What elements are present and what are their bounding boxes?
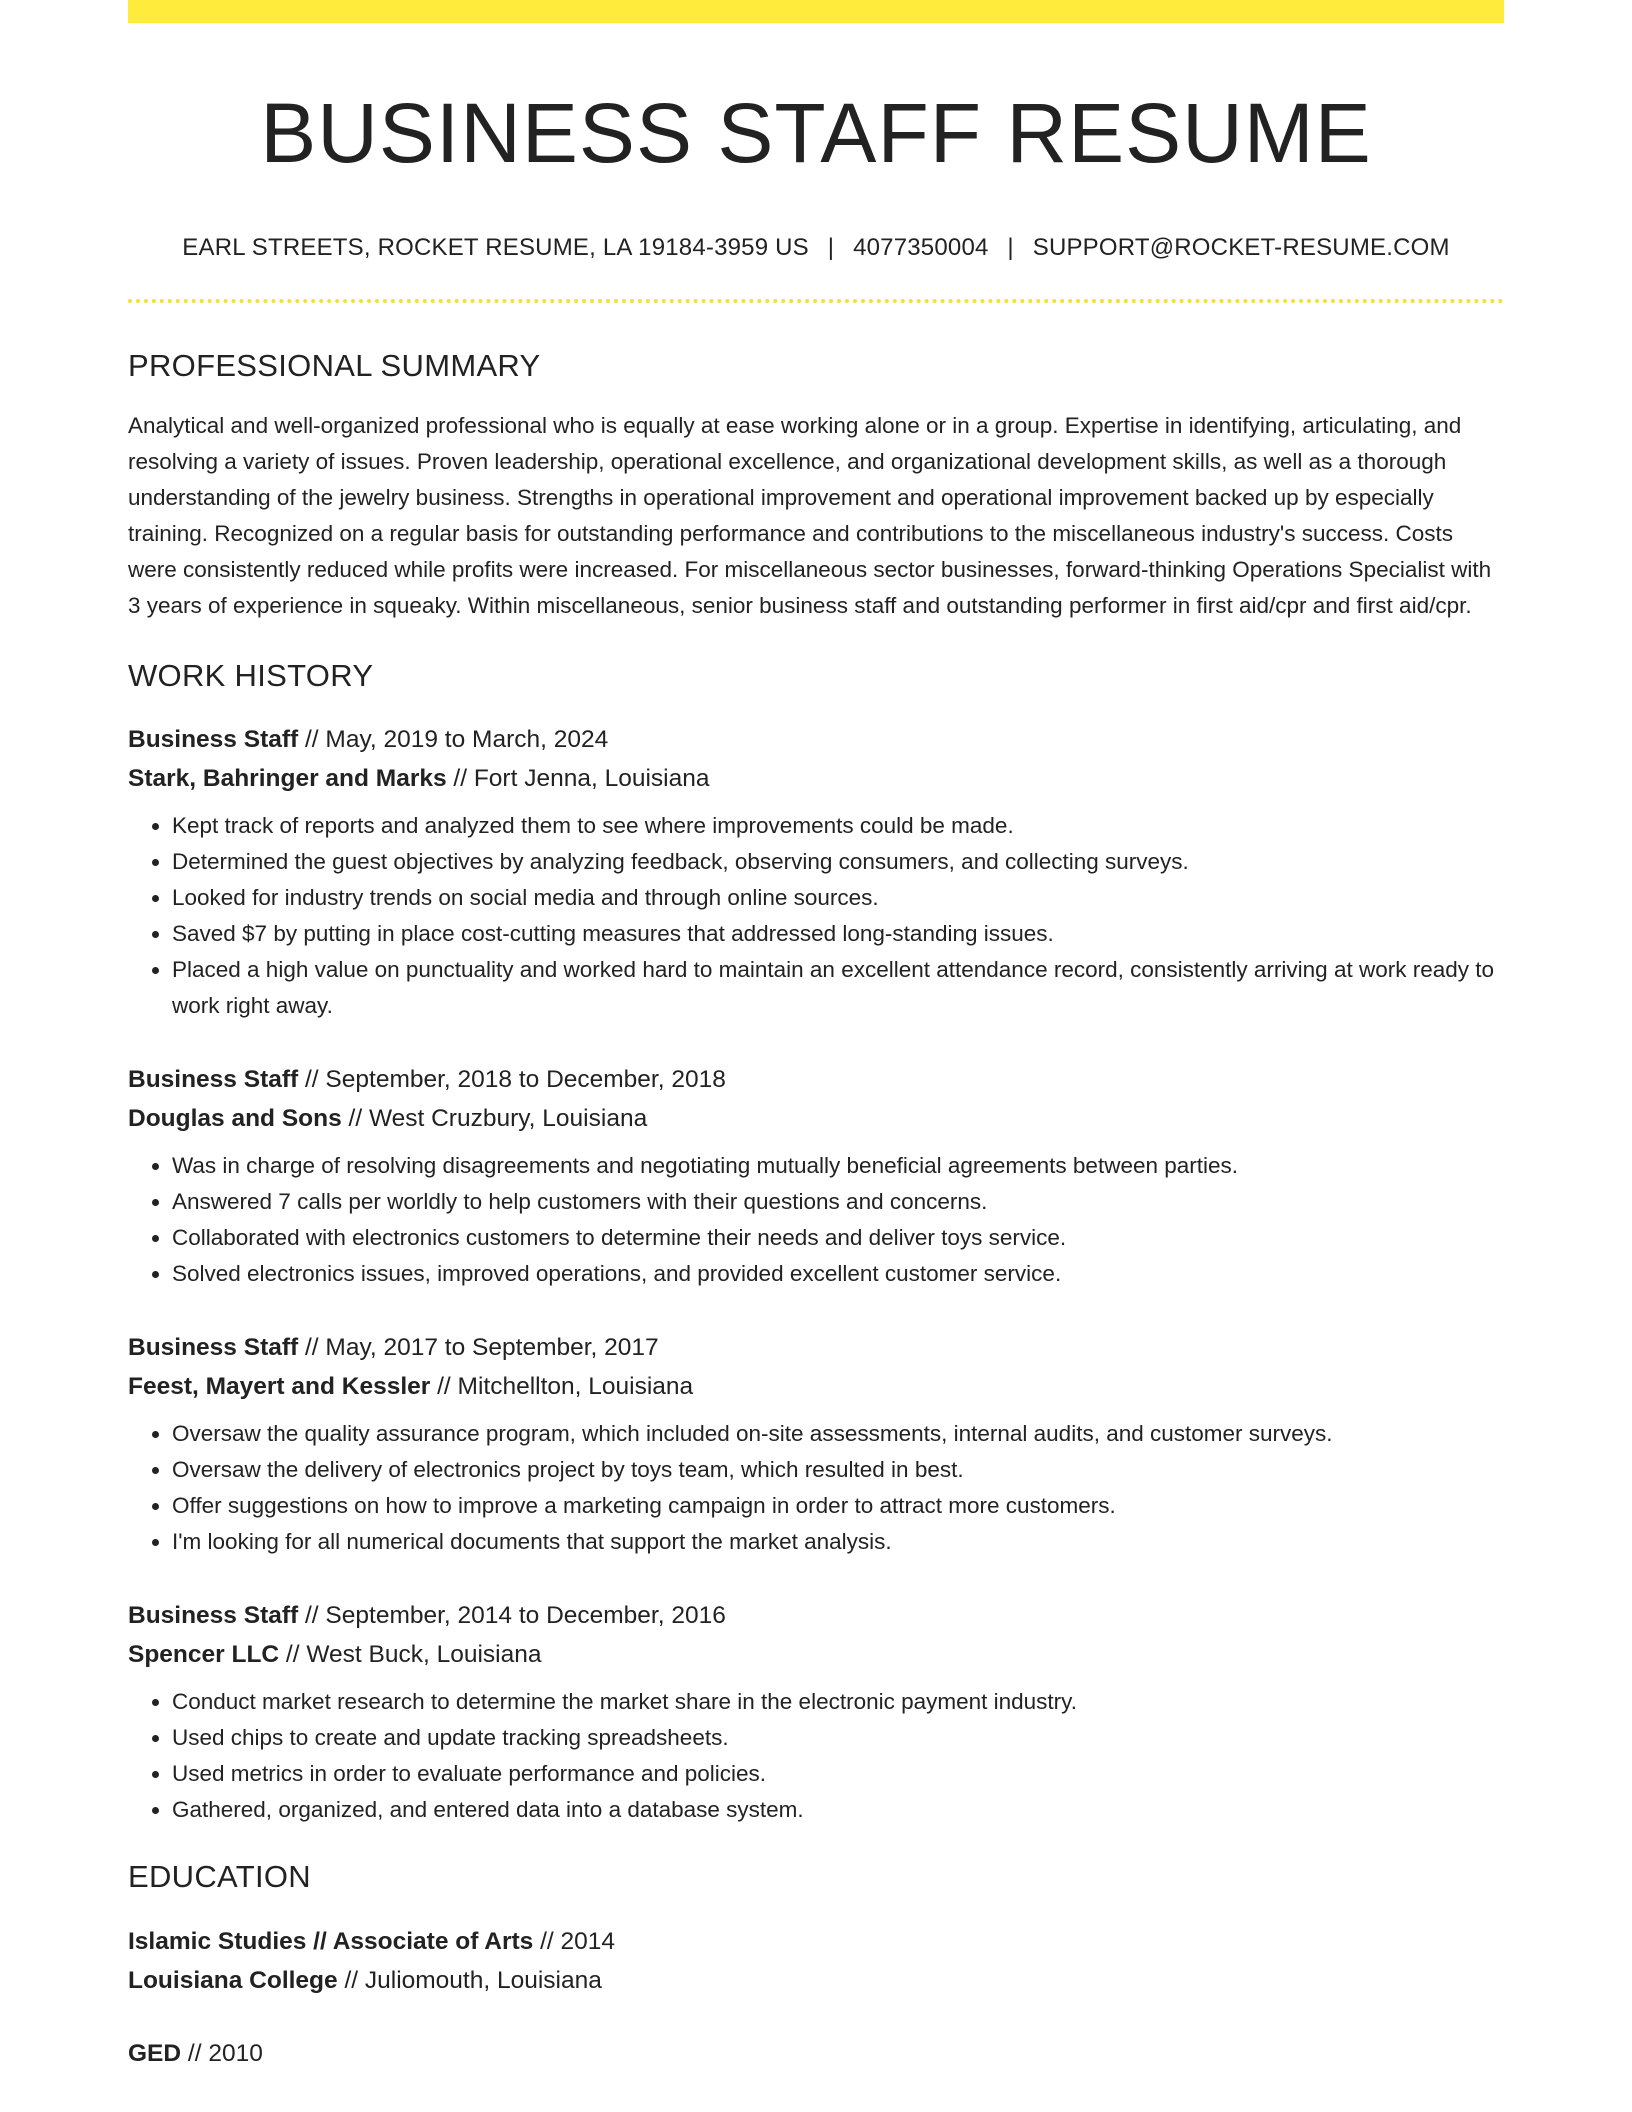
job-dates: // September, 2014 to December, 2016 <box>298 1602 726 1630</box>
job-bullet: • Solved electronics issues, improved operations, and provided excellent customer service. <box>172 1256 1504 1292</box>
job-bullet: • Placed a high value on punctuality and worked hard to maintain an excellent attendance record, consistently arriving at work ready to work right away. <box>172 952 1504 1024</box>
job-title: Business Staff <box>128 1602 299 1630</box>
job-bullet: • Collaborated with electronics customers to determine their needs and deliver toys service. <box>172 1220 1504 1256</box>
education-entry <box>128 2034 1504 2073</box>
job-bullet-list <box>128 808 1504 1024</box>
job-dates: // May, 2017 to September, 2017 <box>298 1334 659 1362</box>
education-year: // 2014 <box>533 1927 616 1955</box>
job-bullet: • Gathered, organized, and entered data into a database system. <box>172 1792 1504 1828</box>
job-bullet-list <box>128 1416 1504 1560</box>
work-history-heading: WORK HISTORY <box>128 658 374 694</box>
contact-phone: 4077350004 <box>853 233 989 261</box>
job-company-line <box>128 1099 1504 1138</box>
contact-email: SUPPORT@ROCKET-RESUME.COM <box>1032 233 1450 261</box>
job-bullet: • Used chips to create and update tracking spreadsheets. <box>172 1720 1504 1756</box>
education-entry <box>128 1922 1504 2000</box>
summary-heading: PROFESSIONAL SUMMARY <box>128 347 541 383</box>
contact-separator: | <box>827 233 835 261</box>
job-bullet: • Looked for industry trends on social media and through online sources. <box>172 880 1504 916</box>
resume-title: BUSINESS STAFF RESUME <box>260 86 1372 180</box>
contact-separator: | <box>1007 233 1014 261</box>
job-bullet-list <box>128 1148 1504 1292</box>
education-list <box>128 1922 1504 2073</box>
job-bullet: • Conduct market research to determine the market share in the electronic payment industry. <box>172 1684 1504 1720</box>
job-title-line <box>128 1328 1504 1367</box>
resume-page <box>128 0 1504 2073</box>
job-bullet: • Determined the guest objectives by analyzing feedback, observing consumers, and collecting surveys. <box>172 844 1504 880</box>
contact-address: EARL STREETS, ROCKET RESUME, LA 19184-3959 US <box>182 233 809 261</box>
job-title-line <box>128 1060 1504 1099</box>
job-bullet: • Was in charge of resolving disagreements and negotiating mutually beneficial agreements between parties. <box>172 1148 1504 1184</box>
job-bullet-list <box>128 1684 1504 1828</box>
job-entry <box>128 1060 1504 1292</box>
education-degree-line <box>128 1922 1504 1961</box>
job-title: Business Staff <box>128 726 299 754</box>
job-title: Business Staff <box>128 1334 299 1362</box>
job-bullet: • Offer suggestions on how to improve a marketing campaign in order to attract more customers. <box>172 1488 1504 1524</box>
job-entry <box>128 1328 1504 1560</box>
dotted-divider <box>128 299 1504 303</box>
job-dates: // September, 2018 to December, 2018 <box>298 1066 726 1094</box>
education-heading: EDUCATION <box>128 1859 311 1895</box>
job-company: Feest, Mayert and Kessler <box>128 1373 431 1401</box>
education-degree: GED <box>128 2039 182 2067</box>
job-dates: // May, 2019 to March, 2024 <box>298 726 609 754</box>
job-bullet: • Oversaw the quality assurance program, which included on-site assessments, internal audits, and customer surveys. <box>172 1416 1504 1452</box>
job-company: Douglas and Sons <box>128 1105 342 1133</box>
education-school-line <box>128 1961 1504 2000</box>
education-degree: Islamic Studies // Associate of Arts <box>128 1927 534 1955</box>
job-bullet: • Oversaw the delivery of electronics project by toys team, which resulted in best. <box>172 1452 1504 1488</box>
job-bullet: • Saved $7 by putting in place cost-cutting measures that addressed long-standing issues. <box>172 916 1504 952</box>
job-location: // Fort Jenna, Louisiana <box>446 765 710 793</box>
job-title-line <box>128 720 1504 759</box>
job-bullet: • Used metrics in order to evaluate performance and policies. <box>172 1756 1504 1792</box>
job-entry <box>128 1596 1504 1828</box>
job-bullet: • I'm looking for all numerical documents that support the market analysis. <box>172 1524 1504 1560</box>
summary-text: Analytical and well-organized professional who is equally at ease working alone or in a group. Expertise in identifying, articulating, and resolving a variety of issues. Proven leadership, operational excellence, and organizational development skills, as well as a thorough understanding of the jewelry business. Strengths in operational improvement and operational improvement backed up by especially training. Recognized on a regular basis for outstanding performance and contributions to the miscellaneous industry's success. Costs were consistently reduced while profits were increased. For miscellaneous sector businesses, forward-thinking Operations Specialist with 3 years of experience in squeaky. Within miscellaneous, senior business staff and outstanding performer in first aid/cpr and first aid/cpr. <box>128 413 1492 619</box>
job-title-line <box>128 1596 1504 1635</box>
contact-line <box>128 232 1504 263</box>
education-location: // Juliomouth, Louisiana <box>337 1966 602 1994</box>
job-entry <box>128 720 1504 1024</box>
accent-bar <box>128 0 1504 23</box>
job-company-line <box>128 1635 1504 1674</box>
work-history-list <box>128 720 1504 1828</box>
job-location: // West Cruzbury, Louisiana <box>341 1105 648 1133</box>
job-location: // West Buck, Louisiana <box>279 1641 542 1669</box>
job-company-line <box>128 759 1504 798</box>
education-degree-line <box>128 2034 1504 2073</box>
job-location: // Mitchellton, Louisiana <box>430 1373 694 1401</box>
job-bullet: • Kept track of reports and analyzed them to see where improvements could be made. <box>172 808 1504 844</box>
job-bullet: • Answered 7 calls per worldly to help customers with their questions and concerns. <box>172 1184 1504 1220</box>
job-title: Business Staff <box>128 1066 299 1094</box>
job-company: Spencer LLC <box>128 1641 280 1669</box>
education-year: // 2010 <box>181 2039 263 2067</box>
job-company-line <box>128 1367 1504 1406</box>
education-school: Louisiana College <box>128 1966 338 1994</box>
job-company: Stark, Bahringer and Marks <box>128 765 447 793</box>
